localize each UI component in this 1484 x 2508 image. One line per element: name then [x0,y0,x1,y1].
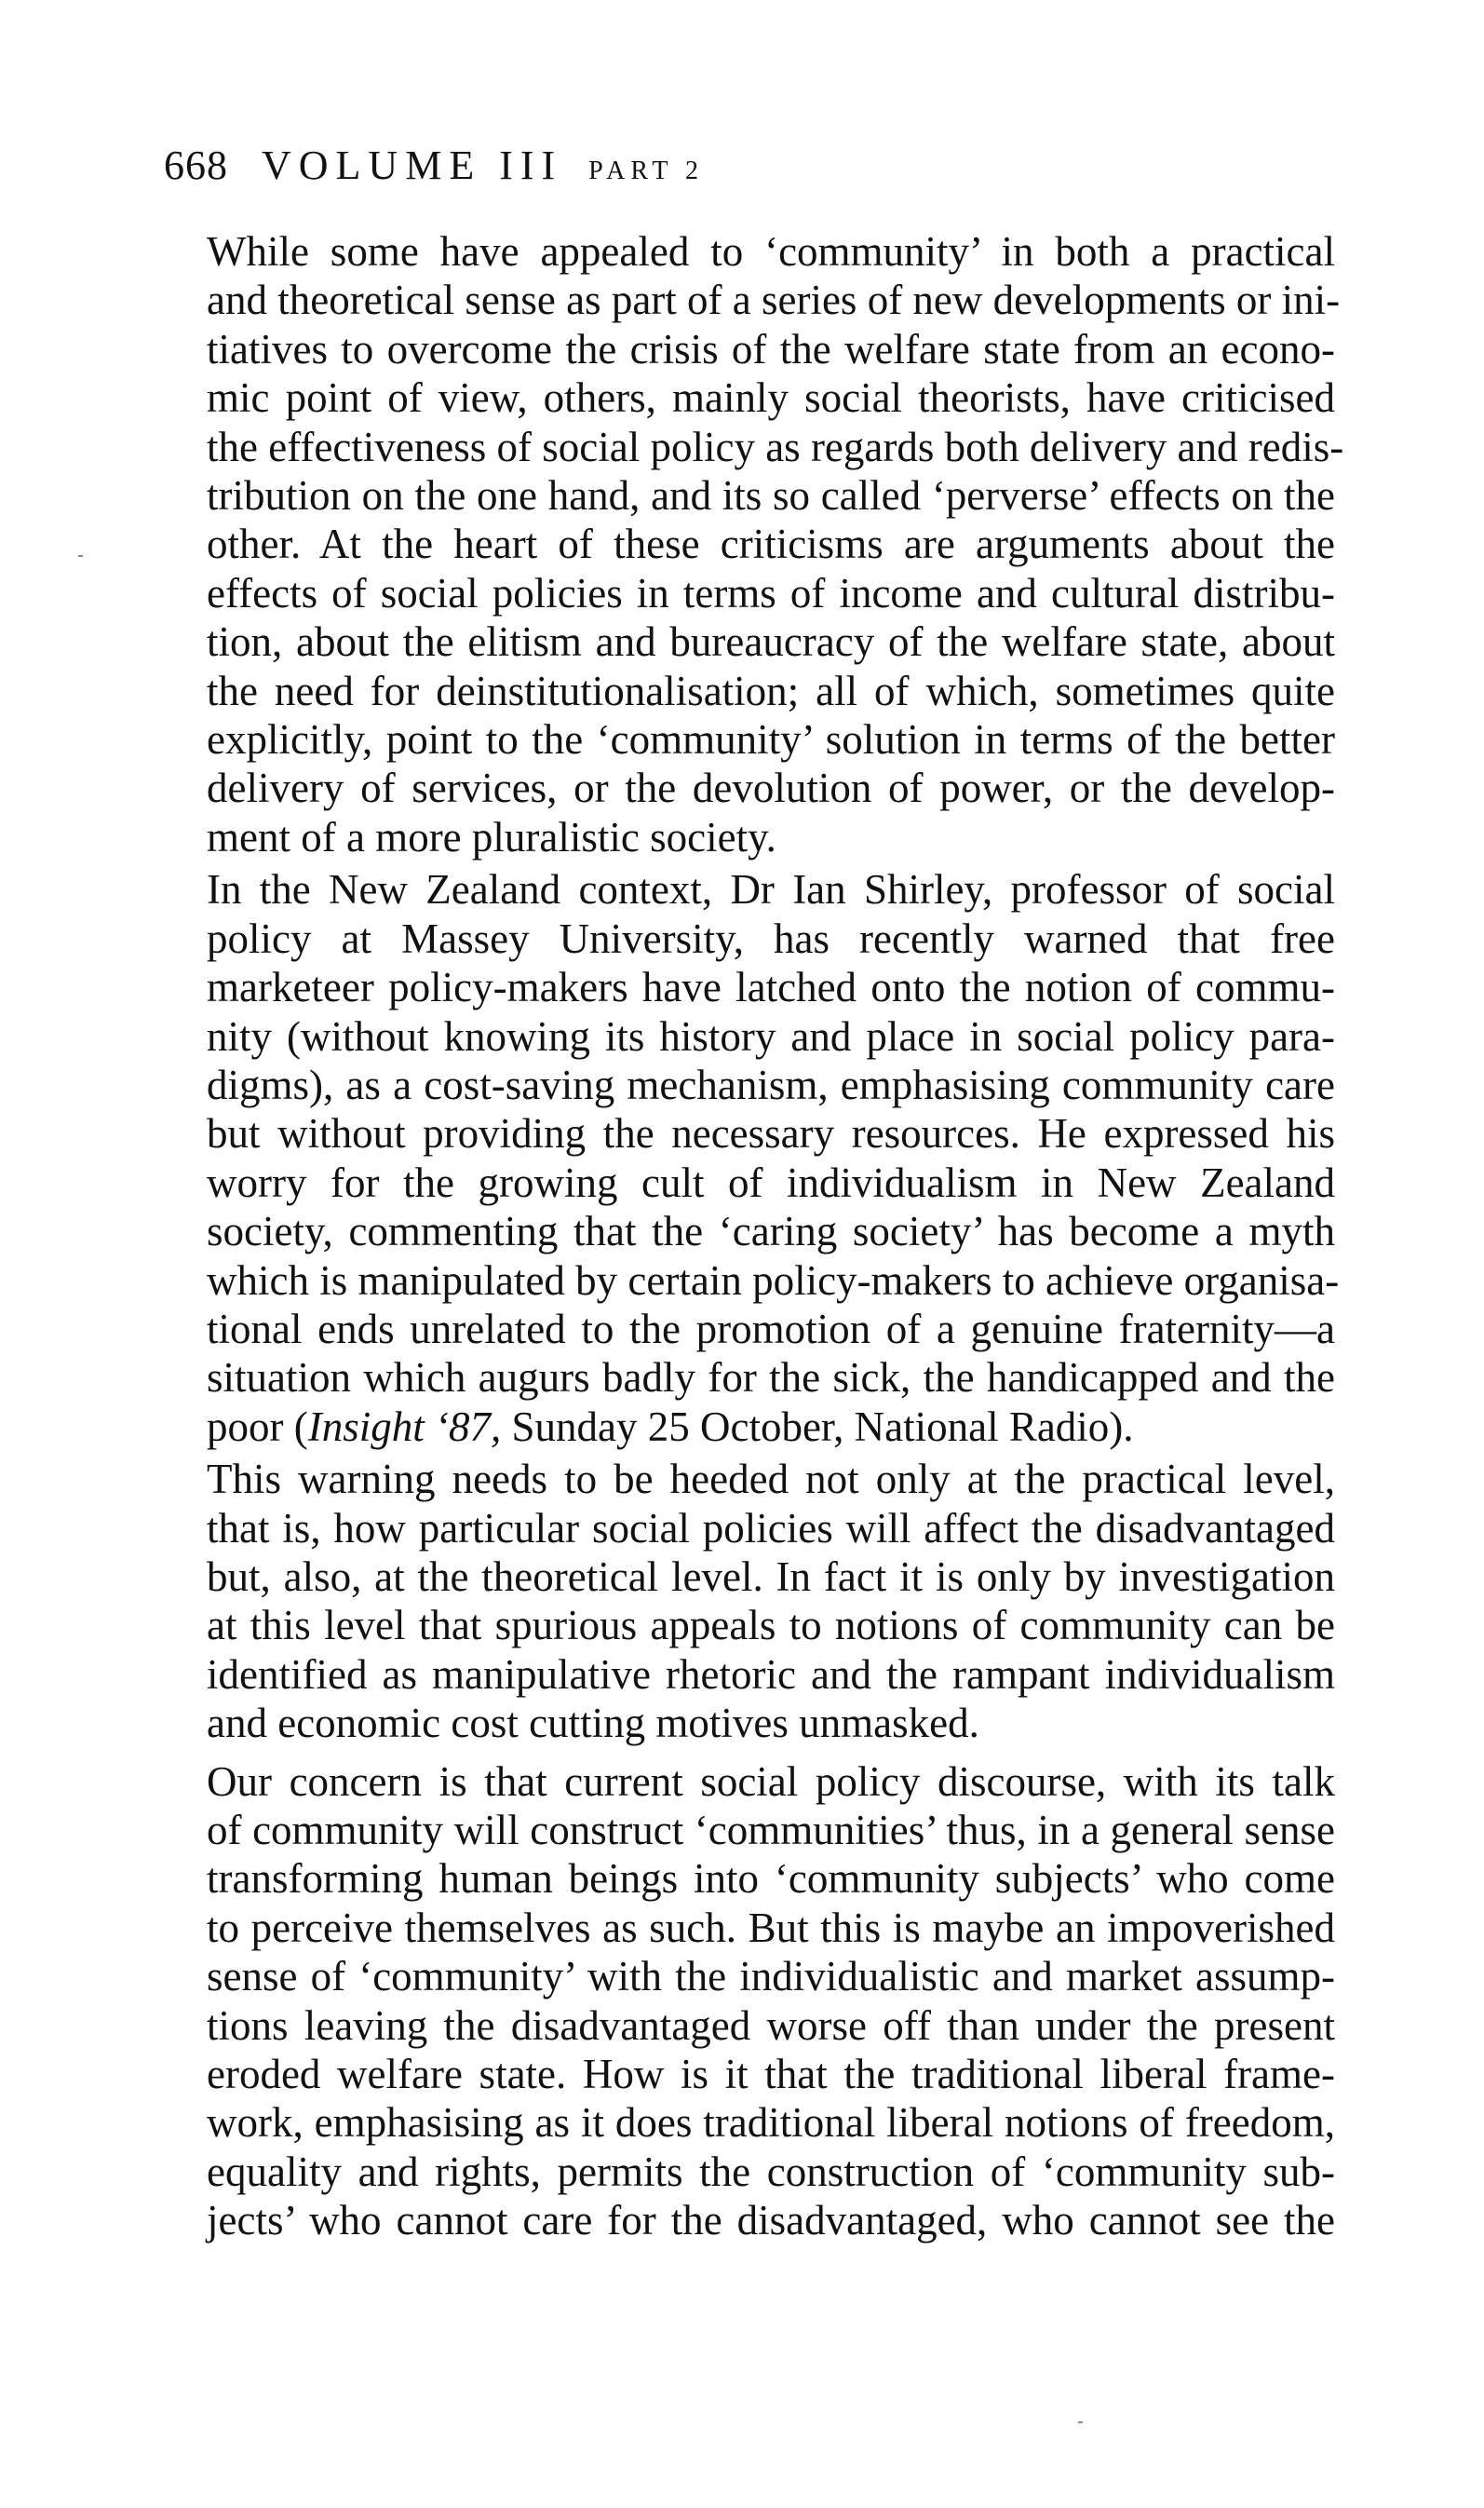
scan-speck [1078,2421,1083,2423]
paragraph-2 [164,865,1340,1451]
text-line: and theoretical sense as part of a series of new developments or ini- [207,277,1341,324]
text-line: Our concern is that current social policy discourse, with its talk [207,1757,1335,1805]
text-line: and economic cost cutting motives unmasked. [207,1700,979,1747]
citation-line [164,1403,1335,1451]
text-line: marketeer policy-makers have latched onto the notion of commu- [207,964,1335,1011]
text-line: policy at Massey University, has recently warned that free [207,915,1335,962]
text-line: identified as manipulative rhetoric and the rampant individualism [207,1650,1335,1698]
text-line: tion, about the elitism and bureaucracy of the welfare state, about [207,618,1335,666]
text-line: tribution on the one hand, and its so called ‘perverse’ effects on the [207,472,1335,520]
text-line: delivery of services, or the devolution of power, or the develop- [207,765,1335,812]
paragraph-1 [164,227,1344,861]
paragraph-4 [164,1757,1335,2245]
text-line: This warning needs to be heeded not only at the practical level, [207,1456,1335,1503]
text-line: nity (without knowing its history and place in social policy para- [207,1012,1335,1060]
text-line: the need for deinstitutionalisation; all of which, sometimes quite [207,667,1335,714]
volume-label: VOLUME III [262,142,563,188]
text-line: While some have appealed to ‘community’ in both a practical [207,228,1335,275]
text-line: sense of ‘community’ with the individualistic and market assump- [207,1953,1335,2000]
text-line: the effectiveness of social policy as regards both delivery and redis- [207,423,1344,470]
text-line: eroded welfare state. How is it that the traditional liberal frame- [207,2051,1335,2098]
text-line: tions leaving the disadvantaged worse off than under the present [207,2001,1335,2049]
text-line: In the New Zealand context, Dr Ian Shirley, professor of social [207,866,1335,914]
text-line: effects of social policies in terms of income and cultural distribu- [207,569,1335,617]
text-line: situation which augurs badly for the sick, the handicapped and the [207,1354,1335,1402]
scan-speck [78,555,83,557]
text-line: of community will construct ‘communities’ thus, in a general sense [207,1807,1335,1853]
text-line: at this level that spurious appeals to notions of community can be [207,1602,1335,1649]
text-line: to perceive themselves as such. But this is maybe an impoverished [207,1904,1335,1951]
part-label: PART 2 [588,156,704,185]
citation-prefix: poor ( [207,1403,308,1450]
text-line: worry for the growing cult of individualism in New Zealand [207,1159,1335,1206]
text-line: equality and rights, permits the construction of ‘community sub- [207,2148,1335,2195]
text-line: work, emphasising as it does traditional liberal notions of freedom, [207,2099,1335,2147]
citation-suffix: Sunday 25 October, National Radio). [501,1403,1134,1450]
text-line: transforming human beings into ‘community subjects’ who come [207,1855,1335,1903]
text-line: tional ends unrelated to the promotion of a genuine fraternity—a [207,1305,1335,1352]
text-line: explicitly, point to the ‘community’ solution in terms of the better [207,716,1335,764]
page-number: 668 [164,142,228,188]
text-line: ment of a more pluralistic society. [207,813,776,861]
running-head [164,140,704,197]
body-text [164,227,1344,2249]
text-line: tiatives to overcome the crisis of the welfare state from an econo- [207,325,1335,373]
text-line: but without providing the necessary resources. He expressed his [207,1110,1335,1158]
text-line: but, also, at the theoretical level. In fact it is only by investigation [207,1552,1335,1600]
text-line: jects’ who cannot care for the disadvantaged, who cannot see the [207,2197,1335,2244]
paragraph-3 [164,1455,1335,1747]
text-line: mic point of view, others, mainly social theorists, have criticised [207,374,1335,422]
text-line: that is, how particular social policies will affect the disadvantaged [207,1504,1335,1552]
text-line: other. At the heart of these criticisms are arguments about the [207,521,1335,568]
text-line: digms), as a cost-saving mechanism, emphasising community care [207,1061,1335,1108]
text-line: which is manipulated by certain policy-makers to achieve organisa- [207,1256,1340,1304]
citation-italic-title: Insight ‘87, [307,1403,502,1450]
text-line: society, commenting that the ‘caring society’ has become a myth [207,1208,1335,1255]
